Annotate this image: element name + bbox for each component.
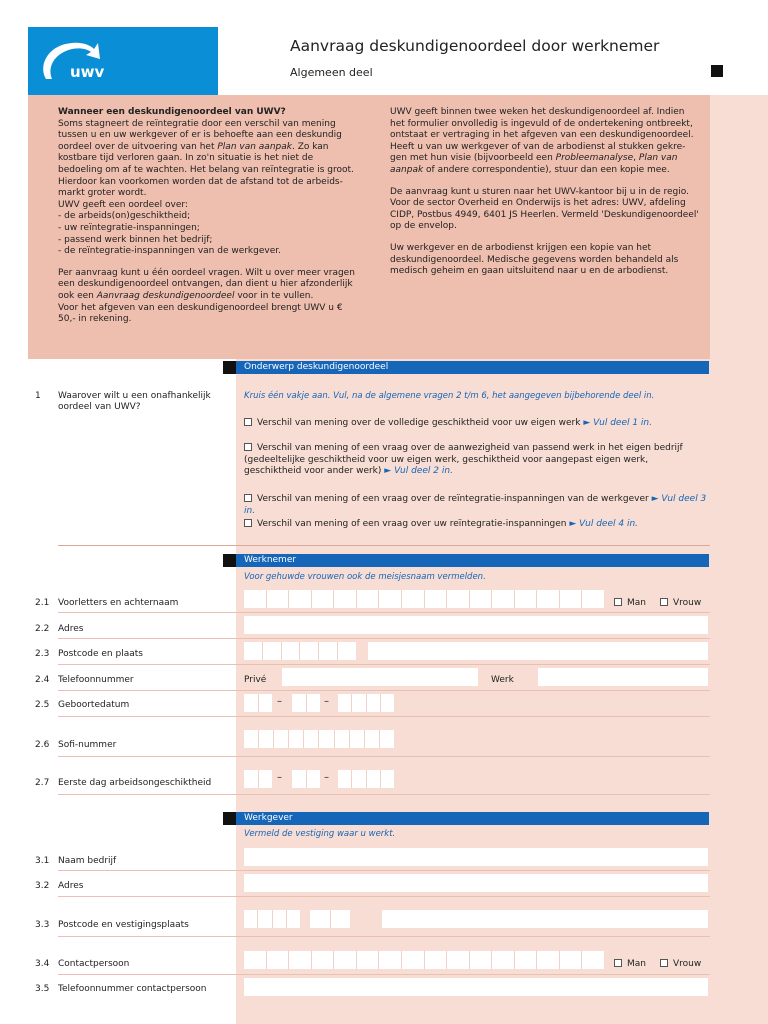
option-deel-2[interactable] bbox=[244, 443, 690, 478]
option-text: Verschil van mening of een vraag over de aanwezigheid van passend werk in het eigen bedrijf (gedeeltelijke geschiktheid voor uw eigen werk, geschiktheid voor aangepast eigen werk, geschiktheid voor ander werk) bbox=[244, 443, 683, 476]
contact-person-input[interactable] bbox=[244, 951, 604, 969]
gender-label: Man bbox=[627, 959, 646, 969]
phone-private-label: Privé bbox=[244, 675, 267, 685]
company-city-input[interactable] bbox=[382, 910, 708, 928]
checkbox[interactable] bbox=[244, 519, 252, 527]
option-deel-4[interactable] bbox=[244, 519, 704, 531]
intro-text: . Zo kan kostbare tijd verloren gaan. In zo'n situatie is het niet de bedoeling om af te wachten. Het belang van reïntegratie is groot. Hierdoor kan voorkomen worden dat de afstand tot de arbeids-markt groter wordt. bbox=[58, 141, 354, 199]
company-name-input[interactable] bbox=[244, 848, 708, 866]
question-label: Sofi-nummer bbox=[58, 740, 117, 750]
question-label: Eerste dag arbeidsongeschiktheid bbox=[58, 778, 212, 788]
section-marker bbox=[223, 361, 236, 374]
intro-paragraph bbox=[58, 268, 358, 303]
postcode-input[interactable] bbox=[244, 642, 356, 660]
phone-work-label: Werk bbox=[491, 675, 514, 685]
date-separator: – bbox=[324, 772, 329, 783]
row-divider bbox=[58, 664, 710, 665]
gender-label: Vrouw bbox=[673, 598, 702, 608]
question-number: 2.2 bbox=[35, 624, 50, 634]
intro-left-column bbox=[58, 107, 358, 326]
section-hint: Kruis één vakje aan. Vul, na de algemene vragen 2 t/m 6, het aangegeven bijbehorende deel in. bbox=[244, 391, 655, 401]
row-divider bbox=[58, 716, 710, 717]
section-hint: Vermeld de vestiging waar u werkt. bbox=[244, 829, 396, 839]
gender-vrouw-option[interactable] bbox=[660, 598, 701, 608]
row-divider bbox=[58, 638, 710, 639]
birth-day-input[interactable] bbox=[244, 694, 272, 712]
sick-month-input[interactable] bbox=[292, 770, 320, 788]
question-label: Postcode en vestigingsplaats bbox=[58, 920, 189, 930]
row-divider bbox=[58, 870, 710, 871]
option-deel-1[interactable] bbox=[244, 418, 704, 430]
checkbox[interactable] bbox=[614, 598, 622, 606]
date-separator: – bbox=[277, 696, 282, 707]
intro-paragraph: Uw werkgever en de arbodienst krijgen een kopie van het deskundigenoordeel. Medische gegevens worden behandeld als medisch geheim en gaan uitsluitend naar u en de arbodienst. bbox=[390, 242, 679, 277]
row-divider bbox=[58, 612, 710, 613]
intro-right-column bbox=[390, 107, 700, 278]
option-text: Verschil van mening of een vraag over uw reïntegratie-inspanningen bbox=[257, 519, 567, 529]
address-input[interactable] bbox=[244, 616, 708, 634]
option-link: ► Vul deel 4 in. bbox=[569, 519, 639, 529]
intro-text: Heeft u van uw werkgever of van de arbodienst al stukken gekre-gen met hun visie (bijvoorbeeld een bbox=[390, 141, 686, 164]
phone-private-input[interactable] bbox=[282, 668, 478, 686]
intro-italic: Plan van aanpak bbox=[390, 153, 678, 175]
question-number: 2.3 bbox=[35, 649, 50, 659]
company-address-input[interactable] bbox=[244, 874, 708, 892]
contact-gender-man-option[interactable] bbox=[614, 959, 646, 969]
section-header-onderwerp bbox=[223, 361, 709, 374]
form-subtitle: Algemeen deel bbox=[290, 66, 373, 79]
sick-day-input[interactable] bbox=[244, 770, 272, 788]
intro-text: Per aanvraag kunt u één oordeel vragen. Wilt u over meer vragen een deskundigenoordeel ontvangen, dan dient u hier afzonderlijk ook een bbox=[58, 267, 355, 301]
question-number: 3.5 bbox=[35, 984, 50, 994]
logo-text: uwv bbox=[70, 63, 105, 81]
row-divider bbox=[58, 794, 710, 795]
question-number: 3.3 bbox=[35, 920, 50, 930]
intro-text: Soms stagneert de reïntegratie door een verschil van mening tussen u en uw werkgever of er is behoefte aan een deskundig oordeel over de uitvoering van het bbox=[58, 118, 342, 152]
section-header-werkgever bbox=[223, 812, 709, 825]
row-divider bbox=[58, 896, 710, 897]
birth-month-input[interactable] bbox=[292, 694, 320, 712]
question-label: Contactpersoon bbox=[58, 959, 130, 969]
question-number: 1 bbox=[35, 391, 41, 401]
question-number: 3.1 bbox=[35, 856, 50, 866]
intro-italic: Aanvraag deskundigenoordeel bbox=[96, 290, 235, 301]
intro-italic: Probleemanalyse bbox=[555, 153, 634, 164]
contact-phone-input[interactable] bbox=[244, 978, 708, 996]
question-label: Adres bbox=[58, 624, 84, 634]
section-hint: Voor gehuwde vrouwen ook de meisjesnaam vermelden. bbox=[244, 572, 486, 582]
row-divider bbox=[58, 690, 710, 691]
name-input[interactable] bbox=[244, 590, 604, 608]
question-label: Telefoonnummer bbox=[58, 675, 134, 685]
intro-text: voor in te vullen. bbox=[234, 290, 314, 301]
intro-text: of andere correspondentie), stuur dan een kopie mee. bbox=[423, 164, 670, 175]
intro-heading: Wanneer een deskundigenoordeel van UWV? bbox=[58, 107, 286, 117]
date-separator: – bbox=[277, 772, 282, 783]
phone-work-input[interactable] bbox=[538, 668, 708, 686]
checkbox[interactable] bbox=[244, 443, 252, 451]
option-link: ► Vul deel 1 in. bbox=[583, 418, 652, 428]
company-postcode-letters-input[interactable] bbox=[310, 910, 350, 928]
uwv-logo bbox=[28, 27, 218, 95]
section-title: Werknemer bbox=[236, 554, 709, 567]
intro-paragraph bbox=[390, 142, 700, 177]
row-divider bbox=[58, 756, 710, 757]
option-text: Verschil van mening of een vraag over de reïntegratie-inspanningen van de werkgever bbox=[257, 494, 649, 504]
question-number: 2.6 bbox=[35, 740, 50, 750]
intro-italic: Plan van aanpak bbox=[217, 141, 292, 152]
question-number: 3.2 bbox=[35, 881, 50, 891]
separator bbox=[58, 545, 710, 546]
corner-marker bbox=[711, 65, 723, 77]
intro-text: , bbox=[633, 153, 639, 164]
option-deel-3[interactable] bbox=[244, 494, 714, 517]
checkbox[interactable] bbox=[660, 598, 668, 606]
checkbox[interactable] bbox=[244, 494, 252, 502]
contact-gender-vrouw-option[interactable] bbox=[660, 959, 701, 969]
question-number: 3.4 bbox=[35, 959, 50, 969]
birth-year-input[interactable] bbox=[338, 694, 394, 712]
section-header-werknemer bbox=[223, 554, 709, 567]
intro-paragraph: UWV geeft binnen twee weken het deskundigenoordeel af. Indien het formulier onvolledig is ingevuld of de ondertekening ontbreekt, ontstaat er vertraging in het afgeven van een deskundigenoordeel. bbox=[390, 107, 694, 141]
section-title: Werkgever bbox=[236, 812, 709, 825]
intro-edge bbox=[710, 95, 768, 359]
question-label: Geboortedatum bbox=[58, 700, 130, 710]
date-separator: – bbox=[324, 696, 329, 707]
question-label: Postcode en plaats bbox=[58, 649, 143, 659]
section-title: Onderwerp deskundigenoordeel bbox=[236, 361, 709, 374]
question-label: Voorletters en achternaam bbox=[58, 598, 179, 608]
section-marker bbox=[223, 554, 236, 567]
question-label: Waarover wilt u een onafhankelijk oordeel van UWV? bbox=[58, 391, 211, 412]
question-number: 2.5 bbox=[35, 700, 50, 710]
question-number: 2.1 bbox=[35, 598, 50, 608]
intro-list-intro: UWV geeft een oordeel over: bbox=[58, 199, 188, 210]
gender-label: Man bbox=[627, 598, 646, 608]
intro-panel bbox=[28, 95, 710, 359]
question-label: Naam bedrijf bbox=[58, 856, 117, 866]
checkbox[interactable] bbox=[614, 959, 622, 967]
intro-list-item: - uw reïntegratie-inspanningen; bbox=[58, 222, 200, 233]
row-divider bbox=[58, 936, 710, 937]
gender-label: Vrouw bbox=[673, 959, 702, 969]
company-postcode-digits-input[interactable] bbox=[244, 910, 300, 928]
option-text: Verschil van mening over de volledige geschiktheid voor uw eigen werk bbox=[257, 418, 581, 428]
question-label: Adres bbox=[58, 881, 84, 891]
intro-list-item: - de reïntegratie-inspanningen van de werkgever. bbox=[58, 246, 281, 257]
form-title: Aanvraag deskundigenoordeel door werknemer bbox=[290, 37, 660, 55]
sofi-input[interactable] bbox=[244, 730, 394, 748]
question-label: Telefoonnummer contactpersoon bbox=[58, 984, 207, 994]
row-divider bbox=[58, 974, 710, 975]
sick-year-input[interactable] bbox=[338, 770, 394, 788]
intro-list-item: - passend werk binnen het bedrijf; bbox=[58, 234, 213, 245]
intro-paragraph bbox=[58, 119, 358, 200]
question-number: 2.7 bbox=[35, 778, 50, 788]
option-link: ► Vul deel 3 in. bbox=[244, 494, 707, 516]
checkbox[interactable] bbox=[244, 418, 252, 426]
question-number: 2.4 bbox=[35, 675, 50, 685]
option-link: ► Vul deel 2 in. bbox=[384, 466, 453, 476]
intro-paragraph: Voor het afgeven van een deskundigenoordeel brengt UWV u € 50,- in rekening. bbox=[58, 302, 343, 325]
city-input[interactable] bbox=[368, 642, 708, 660]
gender-man-option[interactable] bbox=[614, 598, 646, 608]
intro-paragraph: De aanvraag kunt u sturen naar het UWV-kantoor bij u in de regio. Voor de sector Overheid en Onderwijs is het adres: UWV, afdeling CIDP, Postbus 4949, 6401 JS Heerlen. Vermeld 'Deskundigenoordeel' op de envelop. bbox=[390, 186, 699, 232]
checkbox[interactable] bbox=[660, 959, 668, 967]
section-marker bbox=[223, 812, 236, 825]
intro-list-item: - de arbeids(on)geschiktheid; bbox=[58, 211, 191, 222]
